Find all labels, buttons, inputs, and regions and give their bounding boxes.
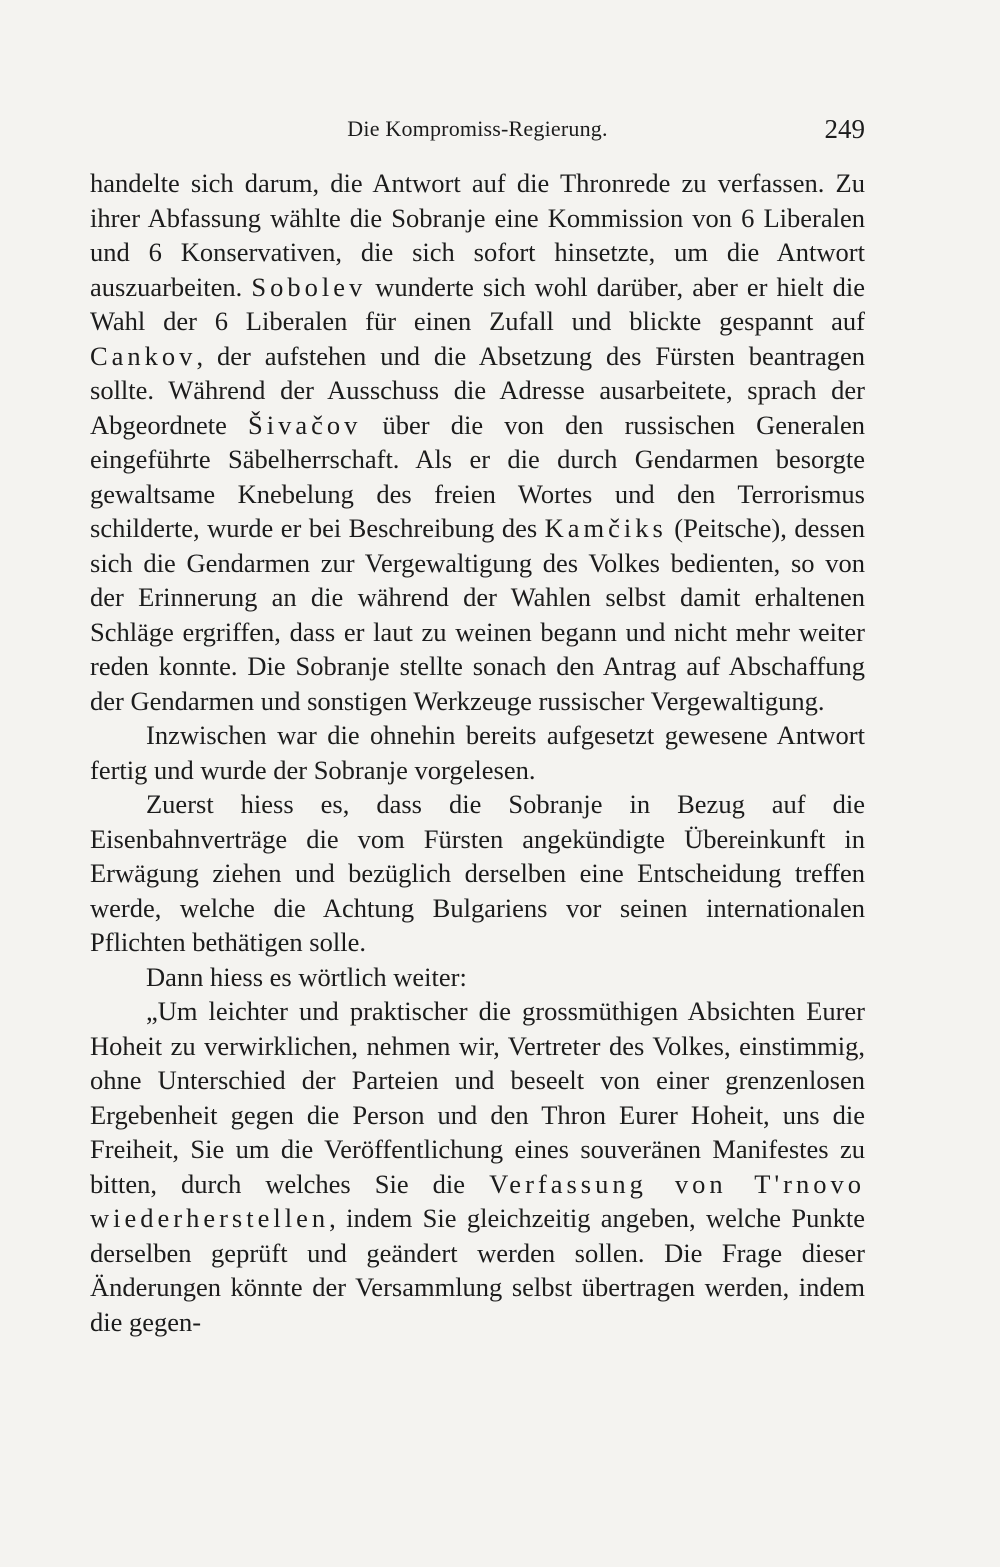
name-sivacov: Šivačov <box>248 409 362 440</box>
running-head <box>90 116 865 148</box>
term-kamciks: Kamčiks <box>544 513 667 543</box>
paragraph-3: Zuerst hiess es, dass die Sobranje in Bezug auf die Eisenbahnverträge die vom Fürsten angekündigte Übereinkunft in Erwägung ziehen und bezüglich derselben eine Entscheidung treffen werde, welche die Achtung Bulgariens vor seinen internationalen Pflichten bethätigen solle. <box>90 789 865 957</box>
running-title: Die Kompromiss-Regierung. <box>347 116 608 141</box>
paragraph-5 <box>90 994 865 1339</box>
phrase-verfassung: Verfassung von T'rnovo wiederherstellen <box>90 1168 865 1233</box>
paragraph-5-text-b: , indem Sie gleichzeitig angeben, welche Punkte derselben geprüft und geändert werden sollen. Die Frage dieser Änderungen könnte der Versammlung selbst übertragen werden, indem die gegen- <box>90 1203 865 1337</box>
name-sobolev: Sobolev <box>251 271 367 302</box>
paragraph-2: Inzwischen war die ohnehin bereits aufgesetzt gewesene Antwort fertig und wurde der Sobranje vorgelesen. <box>90 720 865 785</box>
paragraph-1-text-b: wunderte sich wohl darüber, aber er hielt die Wahl der 6 Liberalen für einen Zufall und blickte gespannt auf <box>90 271 865 336</box>
paragraph-4: Dann hiess es wörtlich weiter: <box>146 961 467 992</box>
page-number: 249 <box>824 114 865 144</box>
paragraph-5-text-a: „Um leichter und praktischer die grossmüthigen Absichten Eurer Hoheit zu verwirklichen, nehmen wir, Vertreter des Volkes, einstimmig, ohne Unterschied der Parteien und beseelt von einer grenzenlosen Ergebenheit gegen die Person und den Thron Eurer Hoheit, uns die Freiheit, Sie um die Veröffentlichung eines souveränen Manifestes zu bitten, durch welches Sie die <box>90 996 865 1199</box>
paragraph-1-text-c: , der aufstehen und die Absetzung des Fürsten beantragen sollte. Während der Ausschuss die Adresse ausarbeitete, sprach der Abgeordnete <box>90 340 865 440</box>
paragraph-1-text-e: (Peitsche), dessen sich die Gendarmen zur Vergewaltigung des Volkes bedienten, so von der Erinnerung an die während der Wahlen selbst damit erhaltenen Schläge ergriffen, dass er laut zu weinen begann und nicht mehr weiter reden konnte. Die Sobranje stellte sonach den Antrag auf Abschaffung der Gendarmen und sonstigen Werkzeuge russischer Vergewaltigung. <box>90 513 865 716</box>
body-text <box>90 166 865 1339</box>
paragraph-1-text-a: handelte sich darum, die Antwort auf die Thronrede zu verfassen. Zu ihrer Abfassung wählte die Sobranje eine Kommission von 6 Liberalen und 6 Konservativen, die sich sofort hinsetzte, um die Antwort auszuarbeiten. <box>90 168 865 302</box>
paragraph-1-text-d: über die von den russischen Generalen eingeführte Säbelherrschaft. Als er die durch Gendarmen besorgte gewaltsame Knebelung des freien Wortes und den Terrorismus schilderte, wurde er bei Beschreibung des <box>90 409 865 543</box>
name-cankov: Cankov <box>90 340 197 371</box>
paragraph-1 <box>90 166 865 718</box>
